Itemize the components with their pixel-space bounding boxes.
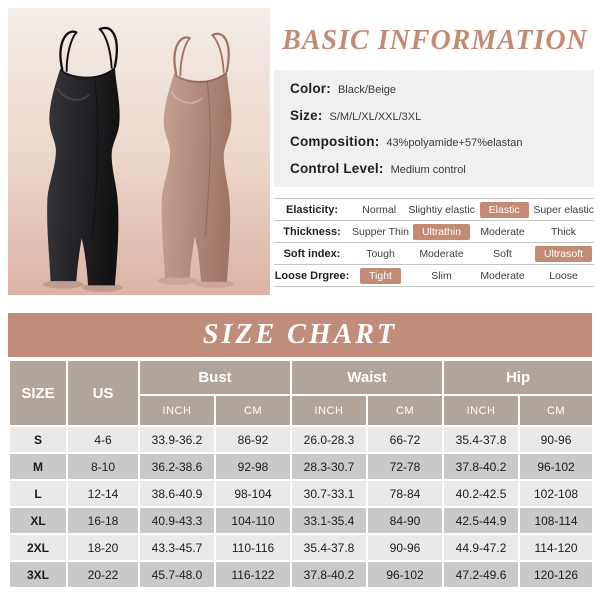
- table-cell: 90-96: [367, 534, 443, 561]
- table-cell: 37.8-40.2: [443, 453, 519, 480]
- attr-option-text: Super elastic: [533, 203, 595, 216]
- unit-inch: INCH: [443, 395, 519, 426]
- table-cell: 40.2-42.5: [443, 480, 519, 507]
- field-composition: [290, 134, 594, 149]
- table-header-row: [9, 360, 593, 395]
- black-bodysuit-image: [16, 26, 158, 294]
- table-cell: 116-122: [215, 561, 291, 588]
- table-cell: 26.0-28.3: [291, 426, 367, 453]
- table-cell: 66-72: [367, 426, 443, 453]
- basic-info-title: BASIC INFORMATION: [282, 25, 588, 56]
- table-row: [9, 561, 593, 588]
- table-cell: 104-110: [215, 507, 291, 534]
- attr-row-loose-degree: [274, 264, 594, 286]
- table-cell: 108-114: [519, 507, 593, 534]
- attr-option-text: Slim: [431, 269, 452, 282]
- unit-cm: CM: [215, 395, 291, 426]
- attr-option: [475, 204, 533, 216]
- attr-row-elasticity: [274, 198, 594, 220]
- table-cell: 44.9-47.2: [443, 534, 519, 561]
- size-cell: 2XL: [9, 534, 67, 561]
- table-cell: 16-18: [67, 507, 139, 534]
- attr-option-text: Elastic: [480, 202, 529, 218]
- attr-option-text: Moderate: [480, 269, 525, 282]
- unit-cm: CM: [519, 395, 593, 426]
- size-chart-table: [8, 359, 594, 589]
- unit-inch: INCH: [291, 395, 367, 426]
- col-group-hip: Hip: [443, 360, 593, 395]
- size-cell: 3XL: [9, 561, 67, 588]
- table-cell: 110-116: [215, 534, 291, 561]
- attr-label: Elasticity:: [286, 203, 338, 216]
- attr-option: [472, 270, 533, 282]
- table-cell: 120-126: [519, 561, 593, 588]
- size-chart-section: [8, 359, 592, 589]
- size-cell: M: [9, 453, 67, 480]
- col-header-size: SIZE: [9, 360, 67, 426]
- table-cell: 47.2-49.6: [443, 561, 519, 588]
- attr-option: [533, 270, 594, 282]
- attr-option-text: Normal: [362, 203, 397, 216]
- col-group-bust: Bust: [139, 360, 291, 395]
- table-row: [9, 507, 593, 534]
- table-cell: 72-78: [367, 453, 443, 480]
- table-row: [9, 534, 593, 561]
- table-cell: 43.3-45.7: [139, 534, 215, 561]
- table-cell: 8-10: [67, 453, 139, 480]
- table-cell: 98-104: [215, 480, 291, 507]
- field-label: Size:: [290, 107, 323, 123]
- table-cell: 37.8-40.2: [291, 561, 367, 588]
- attr-option-text: Moderate: [480, 225, 525, 238]
- attr-label: Soft index:: [283, 247, 341, 260]
- attr-option-text: Thick: [550, 225, 577, 238]
- table-cell: 45.7-48.0: [139, 561, 215, 588]
- size-cell: L: [9, 480, 67, 507]
- col-header-us: US: [67, 360, 139, 426]
- table-cell: 4-6: [67, 426, 139, 453]
- table-cell: 102-108: [519, 480, 593, 507]
- table-cell: 40.9-43.3: [139, 507, 215, 534]
- attr-option-text: Ultrathin: [413, 224, 470, 240]
- table-cell: 84-90: [367, 507, 443, 534]
- table-cell: 35.4-37.8: [443, 426, 519, 453]
- size-chart-title: SIZE CHART: [8, 313, 592, 357]
- table-cell: 90-96: [519, 426, 593, 453]
- table-cell: 36.2-38.6: [139, 453, 215, 480]
- table-cell: 20-22: [67, 561, 139, 588]
- attr-option: [533, 226, 594, 238]
- attr-option-text: Ultrasoft: [535, 246, 592, 262]
- attr-option: [350, 248, 411, 260]
- field-value: Medium control: [390, 163, 466, 176]
- attr-label: Thickness:: [283, 225, 341, 238]
- field-label: Color:: [290, 81, 331, 97]
- table-cell: 78-84: [367, 480, 443, 507]
- field-value: Black/Beige: [337, 84, 397, 97]
- attr-option: [533, 204, 594, 216]
- table-row: [9, 426, 593, 453]
- table-cell: 38.6-40.9: [139, 480, 215, 507]
- attr-option: [350, 270, 411, 282]
- attr-option-text: Loose: [549, 269, 578, 282]
- table-cell: 114-120: [519, 534, 593, 561]
- basic-info-section: [274, 0, 596, 312]
- attr-option-text: Moderate: [419, 247, 464, 260]
- attr-option-text: Tight: [360, 268, 401, 284]
- product-photo: [8, 8, 270, 295]
- col-group-waist: Waist: [291, 360, 443, 395]
- table-cell: 18-20: [67, 534, 139, 561]
- table-row: [9, 453, 593, 480]
- field-label: Control Level:: [290, 160, 384, 176]
- attr-row-soft-index: [274, 242, 594, 264]
- attr-label: Loose Drgree:: [274, 269, 350, 282]
- size-cell: XL: [9, 507, 67, 534]
- attr-option: [350, 226, 411, 238]
- field-size: [290, 108, 594, 123]
- unit-cm: CM: [367, 395, 443, 426]
- field-value: 43%polyamide+57%elastan: [386, 137, 523, 150]
- attr-option: [533, 248, 594, 260]
- table-cell: 96-102: [367, 561, 443, 588]
- attr-option: [472, 248, 533, 260]
- table-cell: 33.1-35.4: [291, 507, 367, 534]
- field-control-level: [290, 161, 594, 176]
- basic-info-box: [274, 70, 594, 187]
- table-cell: 35.4-37.8: [291, 534, 367, 561]
- attr-option-text: Slightiy elastic: [408, 203, 475, 216]
- attr-row-thickness: [274, 220, 594, 242]
- attr-option-text: Supper Thin: [351, 225, 409, 238]
- table-cell: 30.7-33.1: [291, 480, 367, 507]
- attr-option: [411, 248, 472, 260]
- table-cell: 96-102: [519, 453, 593, 480]
- table-cell: 33.9-36.2: [139, 426, 215, 453]
- attr-option: [411, 226, 472, 238]
- attr-option: [350, 204, 408, 216]
- table-cell: 86-92: [215, 426, 291, 453]
- table-cell: 28.3-30.7: [291, 453, 367, 480]
- field-label: Composition:: [290, 134, 380, 150]
- table-cell: 42.5-44.9: [443, 507, 519, 534]
- unit-inch: INCH: [139, 395, 215, 426]
- table-cell: 12-14: [67, 480, 139, 507]
- attr-option: [472, 226, 533, 238]
- attr-option-text: Soft: [493, 247, 512, 260]
- attr-option: [411, 270, 472, 282]
- attr-option: [408, 204, 475, 216]
- size-cell: S: [9, 426, 67, 453]
- field-value: S/M/L/XL/XXL/3XL: [329, 110, 422, 123]
- attr-option-text: Tough: [366, 247, 395, 260]
- attributes-table: [274, 198, 594, 287]
- field-color: [290, 81, 594, 96]
- table-row: [9, 480, 593, 507]
- table-cell: 92-98: [215, 453, 291, 480]
